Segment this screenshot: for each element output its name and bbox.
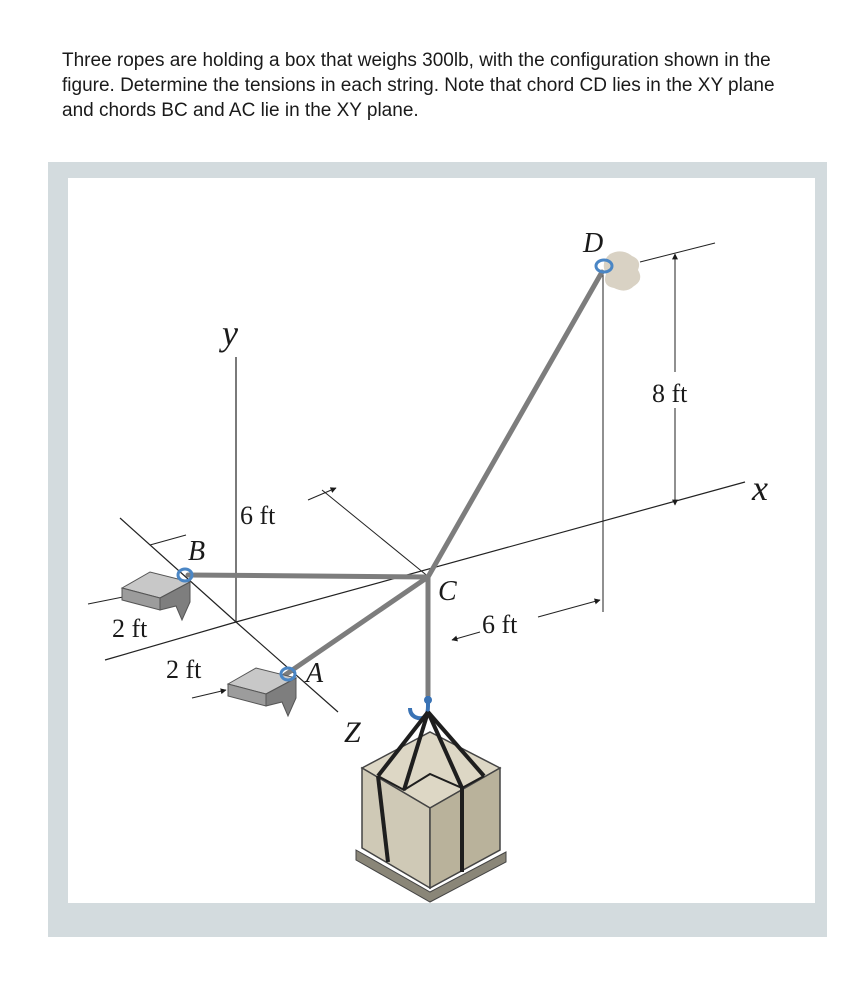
point-d-label: D xyxy=(583,228,604,259)
dim-2ft-lower-arrow xyxy=(192,690,226,698)
point-c-label: C xyxy=(438,576,457,607)
point-b-label: B xyxy=(188,536,206,567)
axis-z-label: Z xyxy=(344,716,361,749)
problem-statement: Three ropes are holding a box that weighs 300lb, with the configuration shown in the figure. Determine the tensions in each string. Note that chord CD lies in the XY plane and chords BC and AC lie in the XY plane. xyxy=(62,50,775,121)
dim-2ft-left-label: 2 ft xyxy=(112,614,148,643)
dim-6ft-lower-label: 6 ft xyxy=(482,610,518,639)
point-a-label: A xyxy=(306,658,324,689)
dim-6ft-upper-ext xyxy=(322,490,430,578)
dim-6ft-lower-arrow xyxy=(538,600,600,617)
dim-2ft-lower-label: 2 ft xyxy=(166,655,202,684)
rope-cd xyxy=(428,272,602,577)
dim-8ft-top-ext xyxy=(640,243,715,262)
dim-6ft-left-ext xyxy=(150,535,186,545)
dim-8ft-label: 8 ft xyxy=(652,379,688,408)
axis-y-label: y xyxy=(222,313,238,353)
rope-bc xyxy=(188,575,428,577)
dim-6ft-upper-label: 6 ft xyxy=(240,501,276,530)
axis-x-label: x xyxy=(752,468,768,508)
dim-6ft-lower-arrow-left xyxy=(452,632,480,640)
x-axis-line xyxy=(236,482,745,622)
